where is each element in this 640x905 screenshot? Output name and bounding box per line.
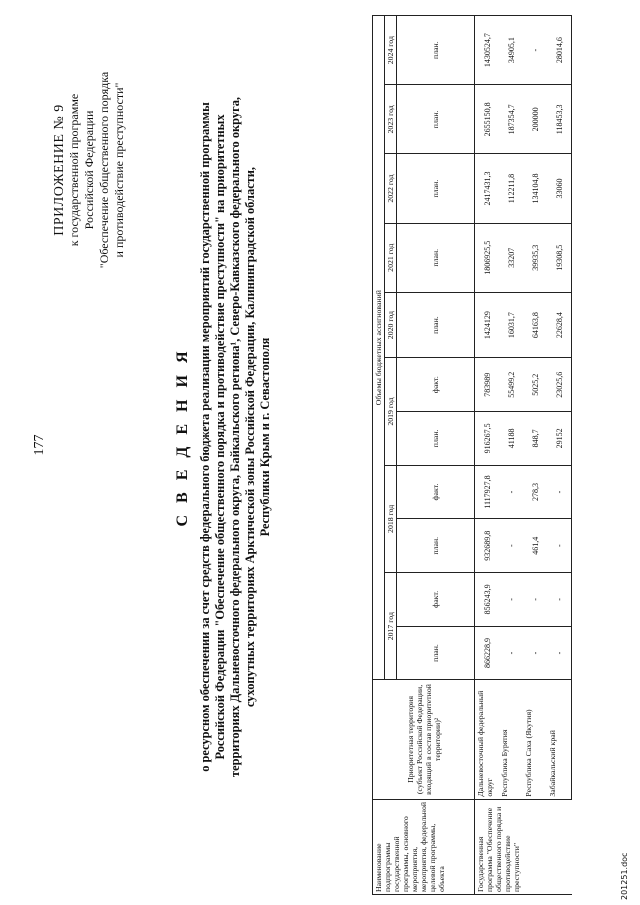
value-cell: 1430524,7	[475, 16, 500, 85]
appendix-line: к государственной программе	[67, 93, 81, 247]
plan-header: план.	[397, 519, 475, 573]
value-cell: -	[547, 626, 572, 680]
year-header: 2017 год	[385, 573, 397, 680]
plan-header: план.	[397, 85, 475, 154]
value-cell: -	[499, 519, 523, 573]
table-row	[523, 16, 547, 895]
value-cell: 1117927,8	[475, 465, 500, 519]
value-cell: -	[547, 519, 572, 573]
value-cell: 1806925,5	[475, 223, 500, 292]
value-cell: 29152	[547, 412, 572, 466]
value-cell: 2417431,3	[475, 154, 500, 223]
value-cell: 28014,6	[547, 16, 572, 85]
territory-cell: Дальневосточный федеральный округ	[475, 680, 500, 799]
appendix-line: "Обеспечение общественного порядка	[97, 71, 111, 269]
value-cell: 16031,7	[499, 292, 523, 358]
value-cell: 932689,8	[475, 519, 500, 573]
plan-header: план.	[397, 626, 475, 680]
value-cell: -	[547, 573, 572, 627]
value-cell: 64163,8	[523, 292, 547, 358]
value-cell: 55499,2	[499, 358, 523, 412]
appendix-line: Российской Федерации	[82, 110, 96, 230]
value-cell: 22628,4	[547, 292, 572, 358]
file-name-note: 201251.doc	[620, 852, 629, 900]
value-cell: 187354,7	[499, 85, 523, 154]
col-program-name: Наименование подпрограммы государственной программы, основного мероприятия, мероприятия, федеральной целевой программы, объекта	[373, 799, 475, 894]
table-row	[547, 16, 572, 895]
year-header: 2022 год	[385, 154, 397, 223]
title-header: С В Е Д Е Н И Я	[174, 347, 191, 527]
title-line: о ресурсном обеспечении за счет средств федерального бюджета реализации мероприятий государственной программы	[198, 102, 212, 772]
value-cell: 783989	[475, 358, 500, 412]
value-cell: 19308,5	[547, 223, 572, 292]
year-header: 2019 год	[385, 358, 397, 465]
title-line: Республики Крым и г. Севастополя	[258, 337, 272, 537]
year-header: 2018 год	[385, 465, 397, 572]
value-cell: 118453,3	[547, 85, 572, 154]
table-row	[499, 16, 523, 895]
value-cell: -	[523, 573, 547, 627]
value-cell: -	[547, 465, 572, 519]
value-cell: -	[523, 16, 547, 85]
fact-header: факт.	[397, 358, 475, 412]
year-header: 2021 год	[385, 223, 397, 292]
value-cell: 34905,1	[499, 16, 523, 85]
value-cell: 856243,9	[475, 573, 500, 627]
territory-cell: Республика Бурятия	[499, 680, 523, 799]
territory-cell: Республика Саха (Якутия)	[523, 680, 547, 799]
value-cell: 1424129	[475, 292, 500, 358]
value-cell: 278,3	[523, 465, 547, 519]
value-cell: 33060	[547, 154, 572, 223]
year-header: 2023 год	[385, 85, 397, 154]
title-line: сухопутных территориях Арктической зоны Российской Федерации, Калининградской области,	[243, 166, 257, 708]
value-cell: 134104,8	[523, 154, 547, 223]
value-cell: -	[523, 626, 547, 680]
value-cell: 39935,3	[523, 223, 547, 292]
plan-header: план.	[397, 412, 475, 466]
resource-table	[372, 15, 572, 895]
page-number: 177	[32, 434, 47, 456]
value-cell: 23025,6	[547, 358, 572, 412]
fact-header: факт.	[397, 465, 475, 519]
year-header: 2024 год	[385, 16, 397, 85]
value-cell: 848,7	[523, 412, 547, 466]
value-cell: 461,4	[523, 519, 547, 573]
plan-header: план.	[397, 154, 475, 223]
value-cell: -	[499, 626, 523, 680]
value-cell: 2655150,8	[475, 85, 500, 154]
col-territory: Приоритетная территория (субъект Российской Федерации, входящий в состав приоритетной территории)²	[373, 680, 475, 799]
appendix-number: ПРИЛОЖЕНИЕ № 9	[52, 104, 67, 236]
value-cell: 112211,8	[499, 154, 523, 223]
value-cell: 33207	[499, 223, 523, 292]
value-cell: 866228,9	[475, 626, 500, 680]
title-line: территориях Дальневосточного федерального округа, Байкальского региона¹, Северо-Кавказского федерального округа,	[228, 96, 242, 778]
plan-header: план.	[397, 292, 475, 358]
table-row	[475, 16, 500, 895]
fact-header: факт.	[397, 573, 475, 627]
plan-header: план.	[397, 223, 475, 292]
budget-group-header: Объемы бюджетных ассигнований	[373, 16, 385, 680]
value-cell: -	[499, 573, 523, 627]
territory-cell: Забайкальский край	[547, 680, 572, 799]
value-cell: 916267,5	[475, 412, 500, 466]
year-header: 2020 год	[385, 292, 397, 358]
value-cell: -	[499, 465, 523, 519]
value-cell: 200000	[523, 85, 547, 154]
program-name-cell: Государственная программа "Обеспечение общественного порядка и противодействие преступности"	[475, 799, 572, 894]
appendix-line: и противодействие преступности"	[112, 82, 126, 258]
value-cell: 5025,2	[523, 358, 547, 412]
plan-header: план.	[397, 16, 475, 85]
value-cell: 41188	[499, 412, 523, 466]
title-line: Российской Федерации "Обеспечение общественного порядка и противодействие преступности" на приоритетных	[213, 114, 227, 760]
document-title	[175, 0, 273, 877]
appendix-block	[52, 20, 127, 320]
